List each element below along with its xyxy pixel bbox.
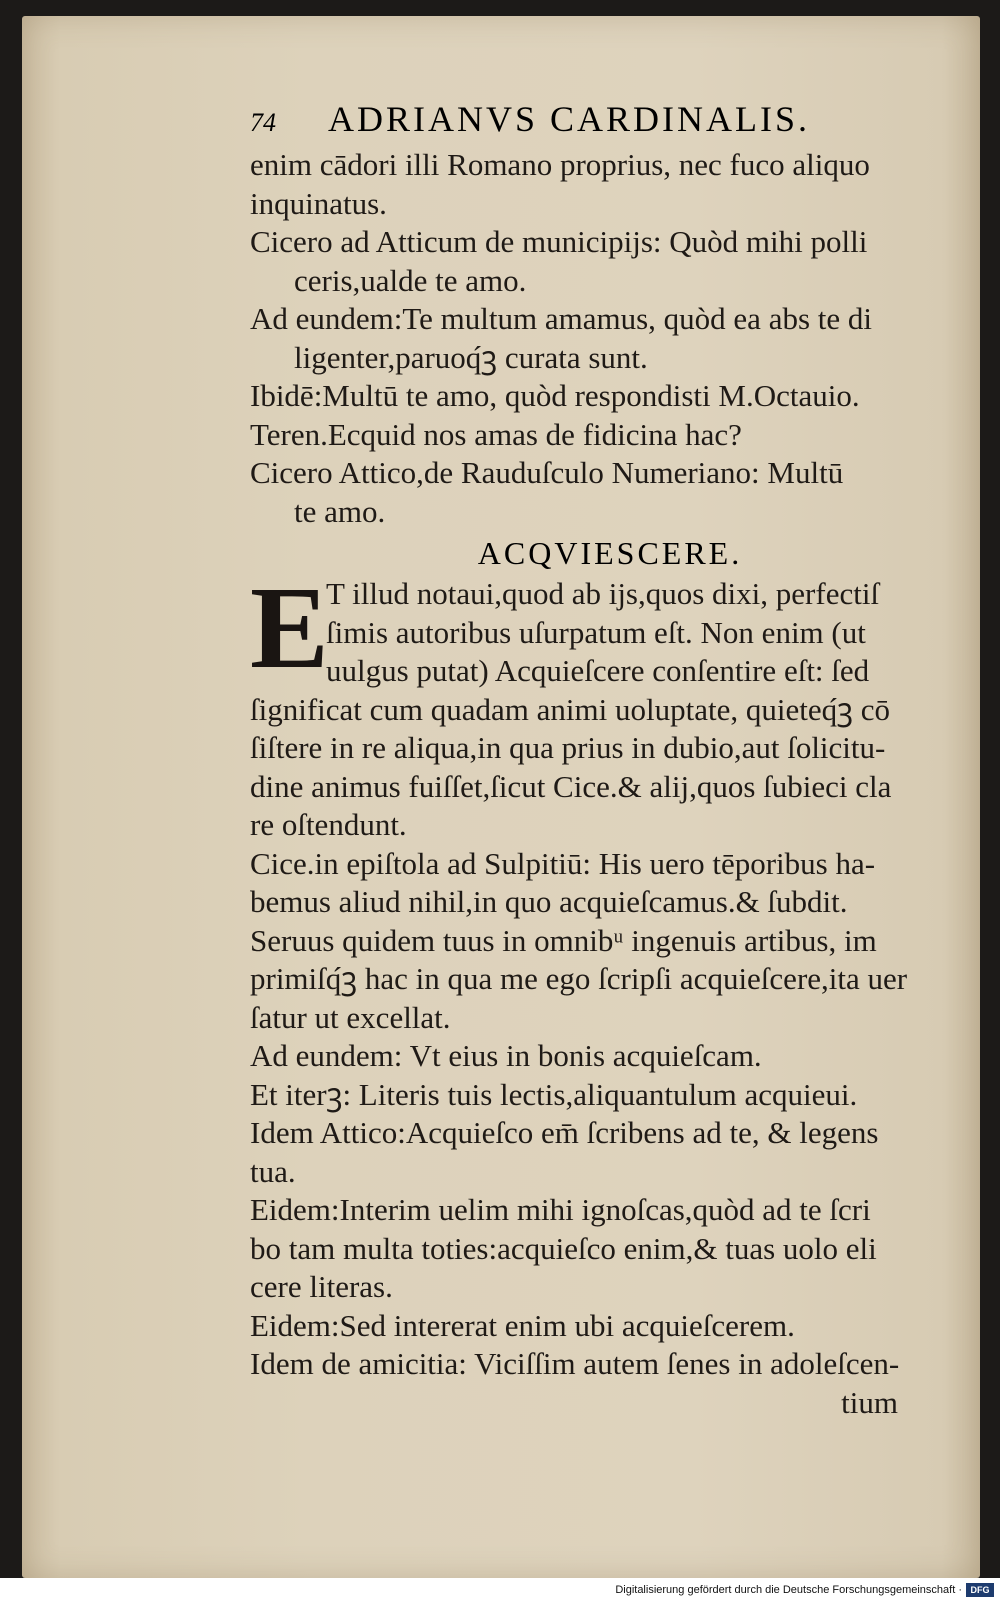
page-header [250, 98, 900, 142]
text-line: Cicero ad Atticum de municipijs: Quòd mihi polli [250, 224, 868, 259]
text-line: Et iterꝫ: Literis tuis lectis,aliquantulum acquieui. [250, 1076, 858, 1112]
text-line: ligenter,paruoq́ꝫ curata sunt. [294, 339, 648, 375]
text-line: Seruus quidem tuus in omnibᵘ ingenuis artibus, im [250, 922, 877, 958]
text-line: uulgus putat) Acquieſcere conſentire eſt: ſed [326, 653, 870, 688]
text-line: Eidem:Sed intererat enim ubi acquieſcerem. [250, 1307, 795, 1343]
drop-cap-initial: E [250, 562, 329, 693]
text-line: Ibidē:Multū te amo, quòd respondisti M.Octauio. [250, 378, 860, 413]
text-line: Cice.in epiſtola ad Sulpitiū: His uero tēporibus ha- [250, 845, 876, 881]
text-line: cere literas. [250, 1269, 393, 1304]
text-line: bemus aliud nihil,in quo acquieſcamus.& ſubdit. [250, 884, 848, 919]
text-line: Idem Attico:Acquieſco em̄ ſcribens ad te, & legens [250, 1115, 879, 1150]
dfg-logo: DFG [966, 1583, 994, 1597]
funding-credit: Digitalisierung gefördert durch die Deutsche Forschungsgemeinschaft · [615, 1584, 962, 1596]
text-line: tua. [250, 1153, 296, 1189]
text-body [250, 146, 910, 1422]
drop-cap-paragraph [250, 562, 910, 693]
text-line: ſignificat cum quadam animi uoluptate, quieteq́ꝫ cō [250, 691, 890, 727]
text-line: enim cādori illi Romano proprius, nec fuco aliquo [250, 147, 870, 182]
text-line: Teren.Ecquid nos amas de fidicina hac? [250, 416, 742, 452]
text-line: Idem de amicitia: Viciſſim autem ſenes in adoleſcen- [250, 1346, 900, 1381]
text-line: Cicero Attico,de Rauduſculo Numeriano: Multū [250, 455, 844, 490]
text-line: bo tam multa toties:acquieſco enim,& tuas uolo eli [250, 1230, 877, 1266]
text-line: inquinatus. [250, 185, 387, 221]
digitization-footer [0, 1578, 1000, 1603]
catchword: tium [841, 1384, 898, 1420]
text-line: T illud notaui,quod ab ijs,quos dixi, perfectiſ [326, 576, 880, 611]
page-number: 74 [250, 108, 276, 137]
text-line: primiſq́ꝫ hac in qua me ego ſcripſi acquieſcere,ita uer [250, 961, 908, 996]
text-line: ſatur ut excellat. [250, 999, 451, 1035]
section-heading: ACQVIESCERE. [477, 535, 743, 571]
text-line: re oſtendunt. [250, 807, 407, 842]
text-line: te amo. [294, 493, 386, 529]
text-line: Ad eundem:Te multum amamus, quòd ea abs te di [250, 301, 872, 336]
running-title: ADRIANVS CARDINALIS. [328, 99, 811, 139]
text-line: ſiſtere in re aliqua,in qua prius in dubio,aut ſolicitu- [250, 730, 886, 765]
text-line: Eidem:Interim uelim mihi ignoſcas,quòd ad te ſcri [250, 1192, 871, 1227]
text-line: Ad eundem: Vt eius in bonis acquieſcam. [250, 1038, 762, 1073]
text-line: ſimis autoribus uſurpatum eſt. Non enim (ut [326, 614, 866, 650]
text-line: dine animus fuiſſet,ſicut Cice.& alij,quos ſubieci cla [250, 768, 892, 804]
text-line: ceris,ualde te amo. [294, 262, 527, 298]
